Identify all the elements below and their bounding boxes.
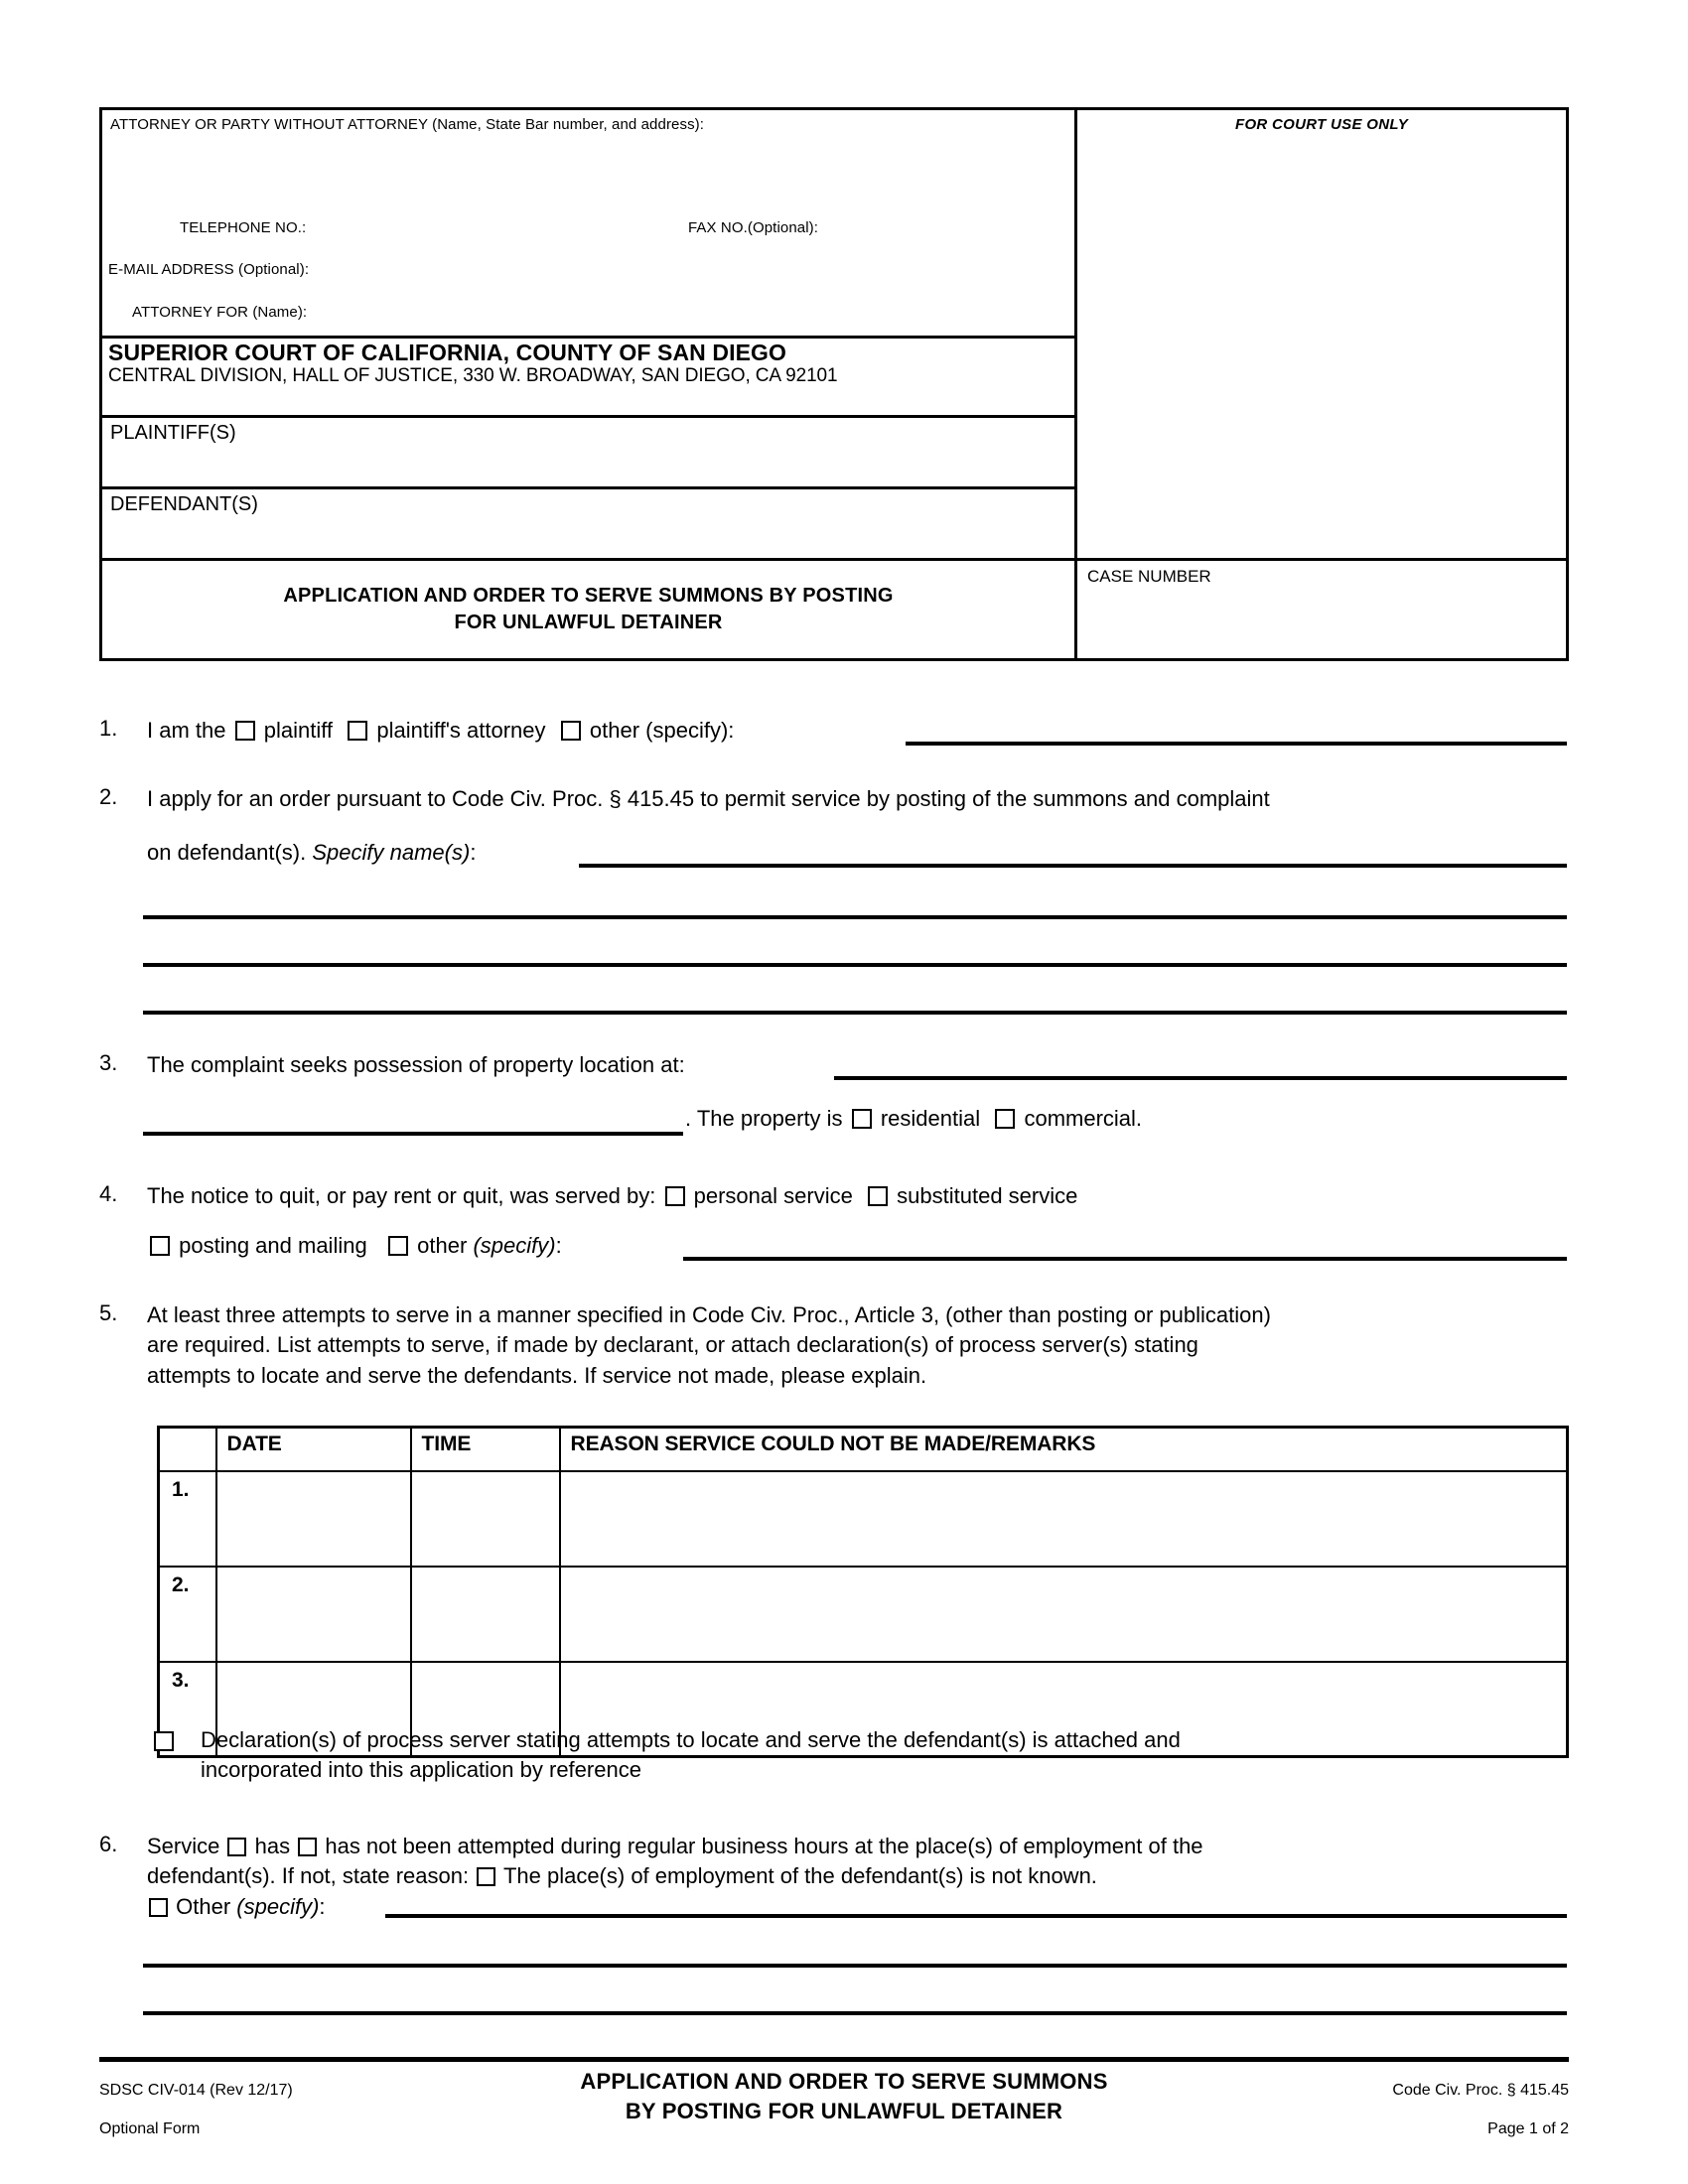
table-row-3-number: 3.: [159, 1662, 216, 1757]
item-5-line-2: are required. List attempts to serve, if made by declarant, or attach declaration(s) of process server(s) stating: [147, 1332, 1198, 1358]
item-6-option-has-label: has: [254, 1834, 291, 1858]
item-5-number: 5.: [99, 1300, 118, 1325]
fax-label: FAX NO.(Optional):: [688, 219, 819, 236]
item-5-line-3: attempts to locate and serve the defendants. If service not made, please explain.: [147, 1362, 927, 1388]
declaration-line-1: Declaration(s) of process server stating attempts to locate and serve the defendant(s) is attached and: [201, 1727, 1181, 1752]
item-1-number: 1.: [99, 716, 118, 741]
checkbox-service-has-not[interactable]: [298, 1838, 317, 1856]
form-title-block: [102, 561, 1074, 658]
table-header-reason: REASON SERVICE COULD NOT BE MADE/REMARKS: [560, 1428, 1568, 1471]
attorney-info-block[interactable]: [102, 110, 1074, 339]
table-row: [159, 1567, 1568, 1662]
item-3-line-1: The complaint seeks possession of property location at:: [147, 1052, 685, 1077]
item-2-names-line-4[interactable]: [143, 1011, 1567, 1015]
footer-title-line-2: BY POSTING FOR UNLAWFUL DETAINER: [625, 2098, 1063, 2123]
footer-page-number: Page 1 of 2: [1487, 2120, 1569, 2138]
item-6-option-has-not-label: has not been attempted during regular business hours at the place(s) of employment of the: [325, 1834, 1203, 1858]
checkbox-employment-not-known[interactable]: [477, 1867, 495, 1886]
court-name: SUPERIOR COURT OF CALIFORNIA, COUNTY OF SAN DIEGO: [108, 340, 786, 365]
item-6-lead: Service: [147, 1834, 220, 1858]
item-6-option-other-specify: (specify): [236, 1893, 320, 1919]
item-5: [147, 1300, 1577, 1391]
item-2-names-line-1[interactable]: [579, 864, 1567, 868]
footer-right: [1392, 2071, 1569, 2148]
item-6-number: 6.: [99, 1832, 118, 1856]
email-label: E-MAIL ADDRESS (Optional):: [108, 261, 310, 278]
item-2: [147, 784, 1567, 869]
item-3-address-line-2[interactable]: [143, 1132, 683, 1136]
table-row-2-number: 2.: [159, 1567, 216, 1662]
item-2-number: 2.: [99, 784, 118, 809]
item-3-number: 3.: [99, 1050, 118, 1075]
case-number-block[interactable]: [1077, 561, 1566, 658]
item-5-line-1: At least three attempts to serve in a manner specified in Code Civ. Proc., Article 3, (other than posting or publication): [147, 1302, 1271, 1327]
attorney-for-label: ATTORNEY FOR (Name):: [132, 304, 308, 321]
caption-left-column: [102, 110, 1077, 658]
caption-box: [99, 107, 1569, 661]
footer-form-code: SDSC CIV-014 (Rev 12/17): [99, 2082, 293, 2099]
item-6-employment-not-known-label: The place(s) of employment of the defendant(s) is not known.: [502, 1863, 1097, 1889]
attorney-header-label: ATTORNEY OR PARTY WITHOUT ATTORNEY (Name, State Bar number, and address):: [110, 116, 705, 133]
item-4-option-personal-service-label: personal service: [693, 1183, 853, 1208]
form-title-line-1: APPLICATION AND ORDER TO SERVE SUMMONS BY POSTING: [283, 585, 894, 607]
item-4-line-1: The notice to quit, or pay rent or quit, was served by:: [147, 1183, 656, 1208]
item-2-specify-names-label: Specify name(s): [312, 840, 471, 866]
table-row-1-date-cell[interactable]: [216, 1471, 411, 1567]
item-6: [147, 1832, 1577, 1922]
table-row-2-time-cell[interactable]: [411, 1567, 560, 1662]
form-title-line-2: FOR UNLAWFUL DETAINER: [454, 612, 723, 633]
table-row: [159, 1471, 1568, 1567]
item-2-names-line-2[interactable]: [143, 915, 1567, 919]
checkbox-item-6-other[interactable]: [149, 1898, 168, 1917]
item-6-other-fill-line-3[interactable]: [143, 2011, 1567, 2015]
item-4-option-other-specify: (specify): [473, 1233, 556, 1258]
checkbox-plaintiff[interactable]: [235, 721, 255, 741]
checkbox-commercial[interactable]: [995, 1109, 1015, 1129]
service-attempts-table: [157, 1426, 1569, 1758]
item-2-line-1: I apply for an order pursuant to Code Civ. Proc. § 415.45 to permit service by posting of the summons and complaint: [147, 786, 1270, 811]
table-row-2-date-cell[interactable]: [216, 1567, 411, 1662]
checkbox-declaration-attached[interactable]: [154, 1731, 174, 1751]
item-4: [147, 1181, 1567, 1211]
table-row-2-reason-cell[interactable]: [560, 1567, 1568, 1662]
table-row-1-number: 1.: [159, 1471, 216, 1567]
table-header-date: DATE: [216, 1428, 411, 1471]
item-3-address-line-1[interactable]: [834, 1076, 1567, 1080]
item-1-option-plaintiffs-attorney-label: plaintiff's attorney: [376, 718, 546, 743]
table-header-time: TIME: [411, 1428, 560, 1471]
item-4-other-fill-line[interactable]: [683, 1257, 1567, 1261]
item-1-other-fill-line[interactable]: [906, 742, 1567, 746]
item-6-line-2-prefix: defendant(s). If not, state reason:: [147, 1863, 470, 1889]
item-4-option-other-label: other: [417, 1233, 468, 1258]
item-4-option-substituted-service-label: substituted service: [897, 1183, 1078, 1208]
item-1-lead: I am the: [147, 718, 226, 743]
telephone-label: TELEPHONE NO.:: [180, 219, 307, 236]
plaintiff-block[interactable]: [102, 418, 1074, 489]
item-3-line-2-prefix: . The property is: [685, 1106, 843, 1131]
item-6-option-other-colon: :: [319, 1893, 326, 1919]
checkbox-notice-other[interactable]: [388, 1236, 408, 1256]
checkbox-service-has[interactable]: [227, 1838, 246, 1856]
item-2-colon: :: [470, 840, 477, 866]
caption-right-column: [1077, 110, 1566, 658]
item-6-option-other-label: Other: [176, 1893, 231, 1919]
item-3-option-residential-label: residential: [880, 1106, 981, 1131]
item-1-option-other-label: other (specify):: [589, 718, 735, 743]
item-4-option-posting-mailing-label: posting and mailing: [179, 1233, 367, 1258]
checkbox-plaintiffs-attorney[interactable]: [348, 721, 367, 741]
table-header-row: [159, 1428, 1568, 1471]
item-2-line-2-prefix: on defendant(s).: [147, 840, 307, 866]
item-3-property-type-row: [685, 1104, 1579, 1134]
item-6-other-fill-line-1[interactable]: [385, 1914, 1567, 1918]
item-4-number: 4.: [99, 1181, 118, 1206]
declaration-attached-row: [151, 1725, 1571, 1786]
table-row-1-time-cell[interactable]: [411, 1471, 560, 1567]
footer-divider: [99, 2057, 1569, 2062]
checkbox-posting-and-mailing[interactable]: [150, 1236, 170, 1256]
item-4-option-other-colon: :: [555, 1233, 562, 1258]
declaration-line-2: incorporated into this application by reference: [201, 1757, 641, 1783]
item-2-names-line-3[interactable]: [143, 963, 1567, 967]
checkbox-other-party[interactable]: [561, 721, 581, 741]
checkbox-personal-service[interactable]: [665, 1186, 685, 1206]
footer-title-line-1: APPLICATION AND ORDER TO SERVE SUMMONS: [580, 2069, 1108, 2094]
court-address: CENTRAL DIVISION, HALL OF JUSTICE, 330 W. BROADWAY, SAN DIEGO, CA 92101: [108, 365, 838, 387]
checkbox-residential[interactable]: [852, 1109, 872, 1129]
table-header-row-number: [159, 1428, 216, 1471]
item-1-option-plaintiff-label: plaintiff: [263, 718, 334, 743]
table-row-1-reason-cell[interactable]: [560, 1471, 1568, 1567]
plaintiff-label: PLAINTIFF(S): [110, 422, 236, 444]
court-use-only-label: FOR COURT USE ONLY: [1234, 116, 1409, 133]
item-3-option-commercial-label: commercial.: [1024, 1106, 1143, 1131]
case-number-label: CASE NUMBER: [1087, 567, 1211, 586]
court-identification-block: [102, 339, 1074, 418]
defendant-label: DEFENDANT(S): [110, 493, 258, 515]
checkbox-substituted-service[interactable]: [868, 1186, 888, 1206]
court-use-only-block: [1077, 110, 1566, 561]
item-6-other-fill-line-2[interactable]: [143, 1964, 1567, 1968]
defendant-block[interactable]: [102, 489, 1074, 561]
footer-optional-form: Optional Form: [99, 2120, 201, 2138]
footer-statute: Code Civ. Proc. § 415.45: [1392, 2082, 1569, 2099]
